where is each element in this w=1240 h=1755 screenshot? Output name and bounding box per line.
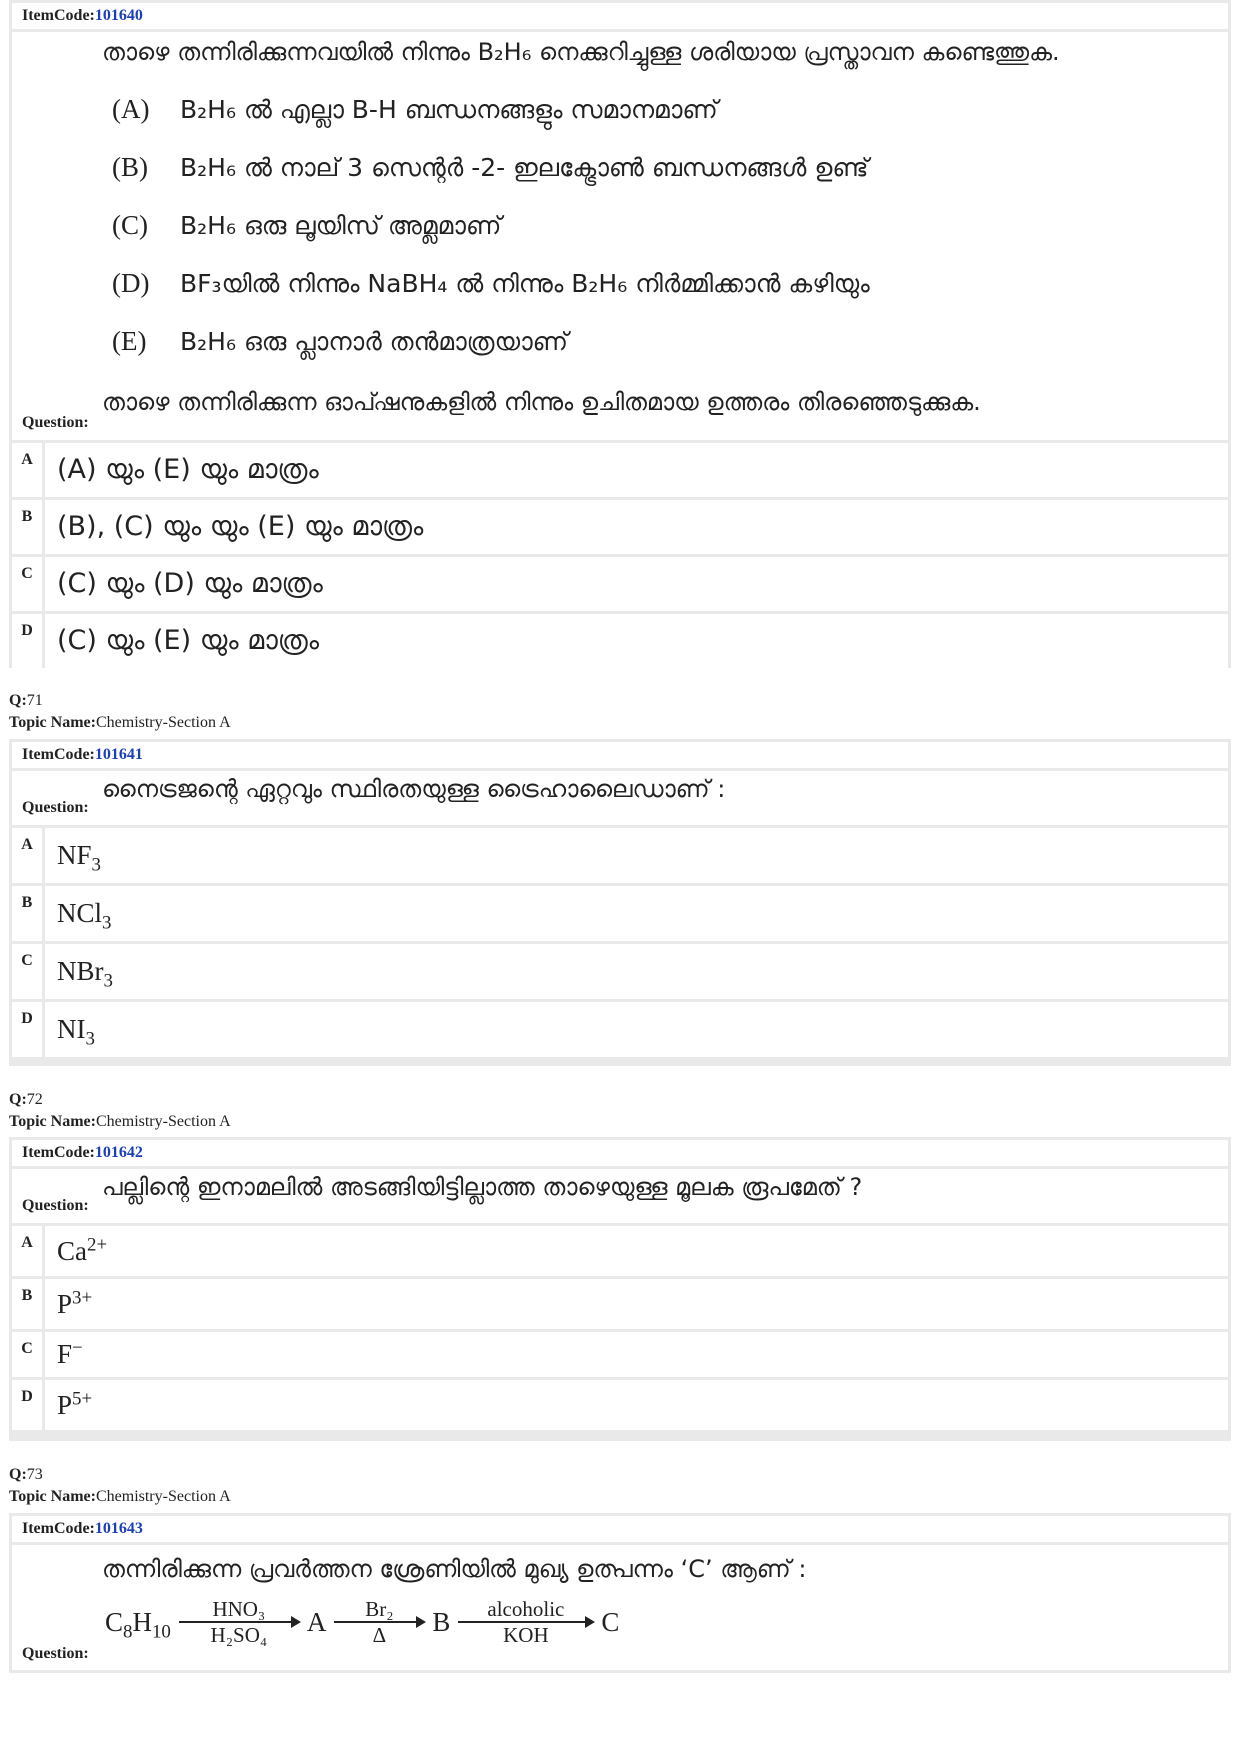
option-text: F− (57, 1337, 83, 1369)
option-letter: A (21, 836, 33, 853)
option-letter: D (21, 1010, 33, 1027)
option-d[interactable] (12, 1380, 1228, 1430)
option-text: (B), (C) യും യും (E) യും മാത്രം (57, 511, 424, 542)
option-text: NCl$_3$ (57, 898, 112, 934)
topic-name: Topic Name:Chemistry-Section A (9, 714, 231, 731)
question-70-block (9, 0, 1231, 668)
option-letter: B (21, 894, 33, 911)
question-stem-row (12, 32, 1228, 440)
question-73-meta (9, 1464, 231, 1508)
item-code-label: ItemCode: (22, 1520, 95, 1537)
question-stem: തന്നിരിക്കുന്ന പ്രവർത്തന ശ്രേണിയിൽ മുഖ്യ ഉത്പന്നം ‘C’ ആണ് : (102, 1555, 807, 1583)
question-label: Question: (22, 414, 89, 431)
option-d[interactable] (12, 614, 1228, 668)
topic-name: Topic Name:Chemistry-Section A (9, 1488, 231, 1505)
statement-d: (D) BF₃യിൽ നിന്നും NaBH₄ ൽ നിന്നും B₂H₆ നിർമ്മിക്കാൻ കഴിയും (112, 268, 870, 298)
option-b[interactable] (12, 886, 1228, 941)
question-number: Q:72 (9, 1091, 43, 1108)
question-72-meta (9, 1089, 231, 1133)
reaction-scheme (105, 1597, 619, 1647)
item-code-label: ItemCode: (22, 1144, 95, 1161)
option-text: (C) യും (E) യും മാത്രം (57, 625, 320, 656)
option-a[interactable] (12, 443, 1228, 497)
option-b[interactable] (12, 500, 1228, 554)
product-b: B (432, 1606, 451, 1637)
option-letter: D (21, 622, 33, 639)
option-d[interactable] (12, 1002, 1228, 1057)
question-73-block (9, 1513, 1231, 1673)
option-text: $P^{5+}$ (57, 1388, 93, 1420)
option-text: $NI_3$ (57, 1014, 95, 1050)
option-c[interactable] (12, 944, 1228, 999)
option-letter: C (21, 565, 33, 582)
option-text: $NF_3$ (57, 840, 101, 876)
question-number: Q:71 (9, 692, 43, 709)
option-text: $P^{3+}$ (57, 1287, 93, 1319)
question-text: നൈട്രജന്റെ ഏറ്റവും സ്ഥിരതയുള്ള ട്രൈഹാലൈഡാണ് : (102, 775, 726, 803)
option-letter: D (21, 1388, 33, 1405)
question-label: Question: (22, 799, 89, 816)
question-71-block (9, 739, 1231, 1066)
option-letter: B (21, 1287, 33, 1304)
product-a: A (306, 1606, 327, 1637)
item-code-value: 101643 (94, 1520, 143, 1537)
option-letter: B (21, 508, 33, 525)
item-code-value: 101640 (94, 7, 143, 24)
option-a[interactable] (12, 828, 1228, 883)
option-letter: A (21, 1234, 33, 1251)
item-code-value: 101641 (94, 746, 143, 763)
product-c: C (601, 1606, 620, 1637)
question-text: താഴെ തന്നിരിക്കുന്ന ഓപ്ഷനുകളിൽ നിന്നും ഉചിതമായ ഉത്തരം തിരഞ്ഞെടുക്കുക. (102, 388, 981, 416)
question-label: Question: (22, 1197, 89, 1214)
question-label: Question: (22, 1645, 89, 1662)
item-code-row (12, 1140, 1228, 1166)
item-code-value: 101642 (94, 1144, 143, 1161)
item-code-row (12, 1516, 1228, 1542)
option-a[interactable] (12, 1226, 1228, 1276)
option-text: NBr$_3$ (57, 956, 113, 992)
option-text: (C) യും (D) യും മാത്രം (57, 568, 323, 599)
item-code-row (12, 742, 1228, 768)
statement-c: (C) B₂H₆ ഒരു ലൂയിസ് അമ്ലമാണ് (112, 210, 502, 240)
option-letter: C (21, 952, 33, 969)
option-letter: C (21, 1340, 33, 1357)
option-letter: A (21, 451, 33, 468)
item-code-label: ItemCode: (22, 7, 95, 24)
option-text: (A) യും (E) യും മാത്രം (57, 454, 319, 485)
statement-a: (A) B₂H₆ ൽ എല്ലാ B-H ബന്ധനങ്ങളും സമാനമാണ് (112, 94, 718, 124)
topic-name: Topic Name:Chemistry-Section A (9, 1113, 231, 1130)
reaction-arrow-1: HNO₃ H₂SO₄ (179, 1597, 299, 1647)
item-code-row (12, 3, 1228, 29)
reaction-arrow-2: Br₂ Δ (334, 1597, 424, 1647)
question-72-block (9, 1137, 1231, 1441)
statement-e: (E) B₂H₆ ഒരു പ്ലാനാർ തൻമാത്രയാണ് (112, 326, 569, 356)
option-text: $Ca^{2+}$ (57, 1234, 108, 1266)
question-stem: താഴെ തന്നിരിക്കുന്നവയിൽ നിന്നും B₂H₆ നെക്കുറിച്ചുള്ള ശരിയായ പ്രസ്താവന കണ്ടെത്തുക. (102, 38, 1060, 66)
statement-b: (B) B₂H₆ ൽ നാല് 3 സെന്റർ -2- ഇലക്ട്രോൺ ബന്ധനങ്ങൾ ഉണ്ട് (112, 152, 869, 182)
option-c[interactable] (12, 1332, 1228, 1377)
item-code-label: ItemCode: (22, 746, 95, 763)
question-number: Q:73 (9, 1466, 43, 1483)
question-text: പല്ലിന്റെ ഇനാമലിൽ അടങ്ങിയിട്ടില്ലാത്ത താഴെയുള്ള മൂലക രൂപമേത് ? (102, 1173, 863, 1201)
option-b[interactable] (12, 1279, 1228, 1329)
reaction-arrow-3: alcoholic KOH (458, 1597, 593, 1647)
question-71-meta (9, 690, 231, 734)
question-stem-row (12, 1169, 1228, 1223)
starting-compound: $C_8H_{10}$ (105, 1606, 171, 1643)
question-stem-row (12, 771, 1228, 825)
option-c[interactable] (12, 557, 1228, 611)
